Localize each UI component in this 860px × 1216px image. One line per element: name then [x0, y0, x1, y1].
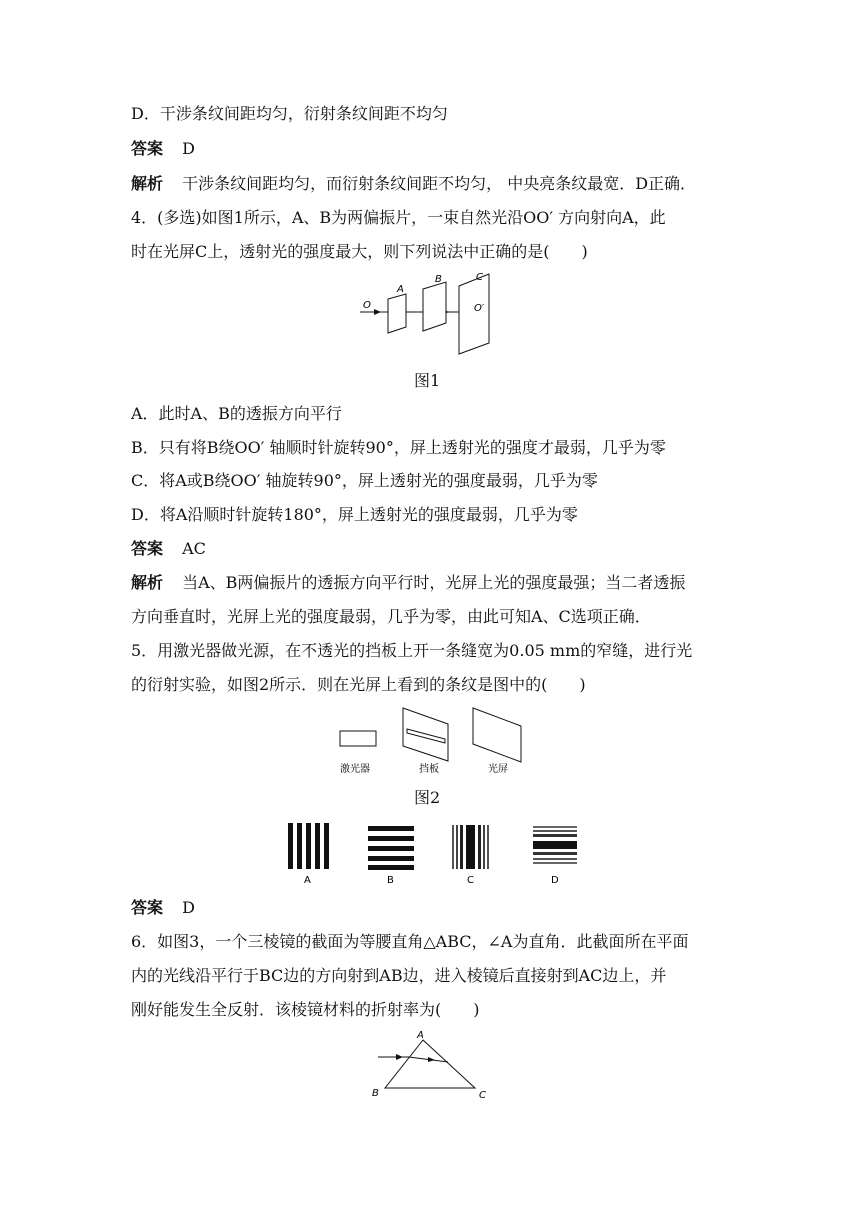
- label-o-prime: O′: [474, 303, 485, 314]
- fringe-patterns: [280, 820, 590, 888]
- polarizer-a: [388, 294, 406, 333]
- q4-stem-line-1: 4．(多选)如图1所示，A、B为两偏振片，一束自然光沿OO′ 方向射向A，此: [131, 208, 666, 227]
- answer-label: 答案: [131, 139, 164, 158]
- screen-c: [459, 274, 489, 354]
- q5-answer: [131, 898, 195, 918]
- figure-1-polarizers: [360, 270, 510, 355]
- q4-option-b: B．只有将B绕OO′ 轴顺时针旋转90°，屏上透射光的强度才最弱，几乎为零: [131, 438, 666, 457]
- q6-stem-line-1: 6．如图3，一个三棱镜的截面为等腰直角△ABC，∠A为直角．此截面所在平面: [131, 932, 689, 951]
- pattern-label-b: B: [387, 875, 394, 886]
- label-c: C: [479, 1090, 486, 1101]
- answer-value: D: [182, 898, 195, 917]
- q3-option-d: D．干涉条纹间距均匀，衍射条纹间距不均匀: [131, 104, 448, 123]
- q3-analysis: [131, 174, 696, 194]
- polarizer-b: [423, 282, 446, 331]
- q6-stem-line-2: 内的光线沿平行于BC边的方向射到AB边，进入棱镜后直接射到AC边上，并: [131, 966, 667, 985]
- pattern-a: [288, 823, 329, 869]
- arrow-head: [396, 1054, 403, 1060]
- answer-value: D: [182, 139, 195, 158]
- arrow-head: [374, 309, 381, 315]
- figure-2-caption: 图2: [414, 788, 441, 807]
- analysis-text: 当A、B两偏振片的透振方向平行时，光屏上光的强度最强；当二者透振: [182, 573, 686, 592]
- label-c: C: [476, 272, 483, 283]
- figure-1-caption: 图1: [414, 371, 441, 390]
- q4-analysis-line-1: [131, 573, 685, 593]
- figure-2-apparatus: [335, 704, 535, 778]
- analysis-text: 干涉条纹间距均匀，而衍射条纹间距不均匀， 中央亮条纹最宽．D正确．: [182, 174, 697, 193]
- q4-option-c: C．将A或B绕OO′ 轴旋转90°，屏上透射光的强度最弱，几乎为零: [131, 471, 598, 490]
- label-b: B: [435, 274, 442, 285]
- label-screen: 光屏: [488, 764, 508, 775]
- analysis-label: 解析: [131, 174, 164, 193]
- answer-value: AC: [182, 539, 206, 558]
- label-a: A: [417, 1030, 424, 1041]
- pattern-b: [368, 826, 414, 870]
- q4-option-d: D．将A沿顺时针旋转180°，屏上透射光的强度最弱，几乎为零: [131, 505, 578, 524]
- laser-box: [340, 731, 376, 746]
- q5-stem-line-2: 的衍射实验，如图2所示．则在光屏上看到的条纹是图中的( ): [131, 675, 586, 694]
- prism-triangle: [385, 1040, 475, 1088]
- label-b: B: [372, 1088, 379, 1099]
- q5-stem-line-1: 5．用激光器做光源，在不透光的挡板上开一条缝宽为0.05 mm的窄缝，进行光: [131, 641, 693, 660]
- pattern-d: [533, 826, 577, 864]
- q4-answer: [131, 539, 206, 559]
- answer-label: 答案: [131, 539, 164, 558]
- answer-label: 答案: [131, 898, 164, 917]
- label-o: O: [363, 300, 371, 311]
- q4-option-a: A．此时A、B的透振方向平行: [131, 404, 342, 423]
- q3-answer: [131, 139, 195, 159]
- label-a: A: [397, 284, 404, 295]
- figure-3-prism: [368, 1028, 493, 1102]
- pattern-label-a: A: [304, 875, 311, 886]
- pattern-c: [452, 825, 489, 869]
- analysis-label: 解析: [131, 573, 164, 592]
- pattern-label-d: D: [551, 875, 559, 886]
- label-laser: 激光器: [340, 764, 370, 775]
- label-baffle: 挡板: [419, 764, 439, 775]
- q6-stem-line-3: 刚好能发生全反射．该棱镜材料的折射率为( ): [131, 1000, 480, 1019]
- q4-analysis-line-2: 方向垂直时，光屏上光的强度最弱，几乎为零，由此可知A、C选项正确．: [131, 607, 651, 626]
- pattern-label-c: C: [467, 875, 474, 886]
- light-screen: [473, 708, 521, 762]
- q4-stem-line-2: 时在光屏C上，透射光的强度最大，则下列说法中正确的是( ): [131, 242, 588, 261]
